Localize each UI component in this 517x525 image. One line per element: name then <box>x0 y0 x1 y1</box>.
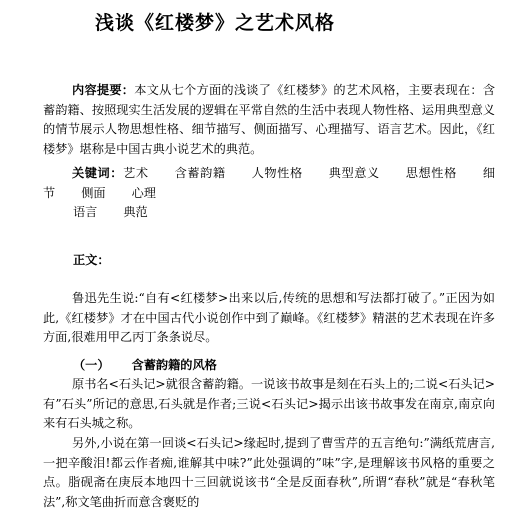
body-paragraph: 鲁迅先生说:“自有<红楼梦>出来以后,传统的思想和写法都打破了。”正因为如此,《红楼梦》才在中国古代小说创作中到了巅峰。《红楼梦》精湛的艺术表现在许多方面,很难用甲乙丙丁条条说尽。 <box>43 291 495 344</box>
keywords-label: 关键词： <box>72 166 124 180</box>
keyword: 人物性格 <box>251 166 303 180</box>
abstract-paragraph <box>43 81 495 159</box>
section-number: （一） <box>73 358 110 372</box>
section-title: 含蓄韵籍的风格 <box>131 358 217 372</box>
keyword: 心理 <box>131 185 156 200</box>
abstract-label: 内容提要： <box>72 83 135 97</box>
body-paragraph: 另外,小说在第一回谈<石头记>缘起时,提到了曹雪芹的五言绝句:”满纸荒唐言,一把辛酸泪!都云作者痴,谁解其中味?”此处强调的”味”字,是理解该书风格的重要之点。脂砚斋在庚辰本地四十三回就说该书“全是反面春秋”,所谓“春秋”就是“春秋笔法”,称文笔曲折而意含褒贬的 <box>43 436 495 509</box>
keyword: 典型意义 <box>328 166 380 180</box>
keyword: 艺术 <box>123 166 149 180</box>
keywords-continuation <box>73 203 174 223</box>
keyword: 含蓄韵籍 <box>174 166 226 180</box>
keyword: 典范 <box>123 205 148 219</box>
keyword: 细节 <box>43 166 496 200</box>
body-paragraph: 原书名<石头记>就很含蓄韵籍。一说该书故事是刻在石头上的;二说<石头记>有”石头”所记的意思,石头就是作者;三说<石头记>揭示出该书故事发在南京,南京向来有石头城之称。 <box>43 377 495 430</box>
keyword: 思想性格 <box>405 166 457 180</box>
keyword: 侧面 <box>81 185 106 200</box>
keyword: 语言 <box>73 205 98 219</box>
section-heading <box>73 356 217 373</box>
abstract-text: 本文从七个方面的浅谈了《红楼梦》的艺术风格，主要表现在：含蓄韵籍、按照现实生活发展的逻辑在平常自然的生活中表现人物性格、运用典型意义的情节展示人物思想性格、细节描写、侧面描写、心理描写、语言艺术。因此，《红楼梦》堪称是中国古典小说艺术的典范。 <box>43 83 496 156</box>
body-label: 正文： <box>73 253 110 267</box>
page-title: 浅谈《红楼梦》之艺术风格 <box>95 12 336 34</box>
keywords-paragraph <box>43 164 495 203</box>
